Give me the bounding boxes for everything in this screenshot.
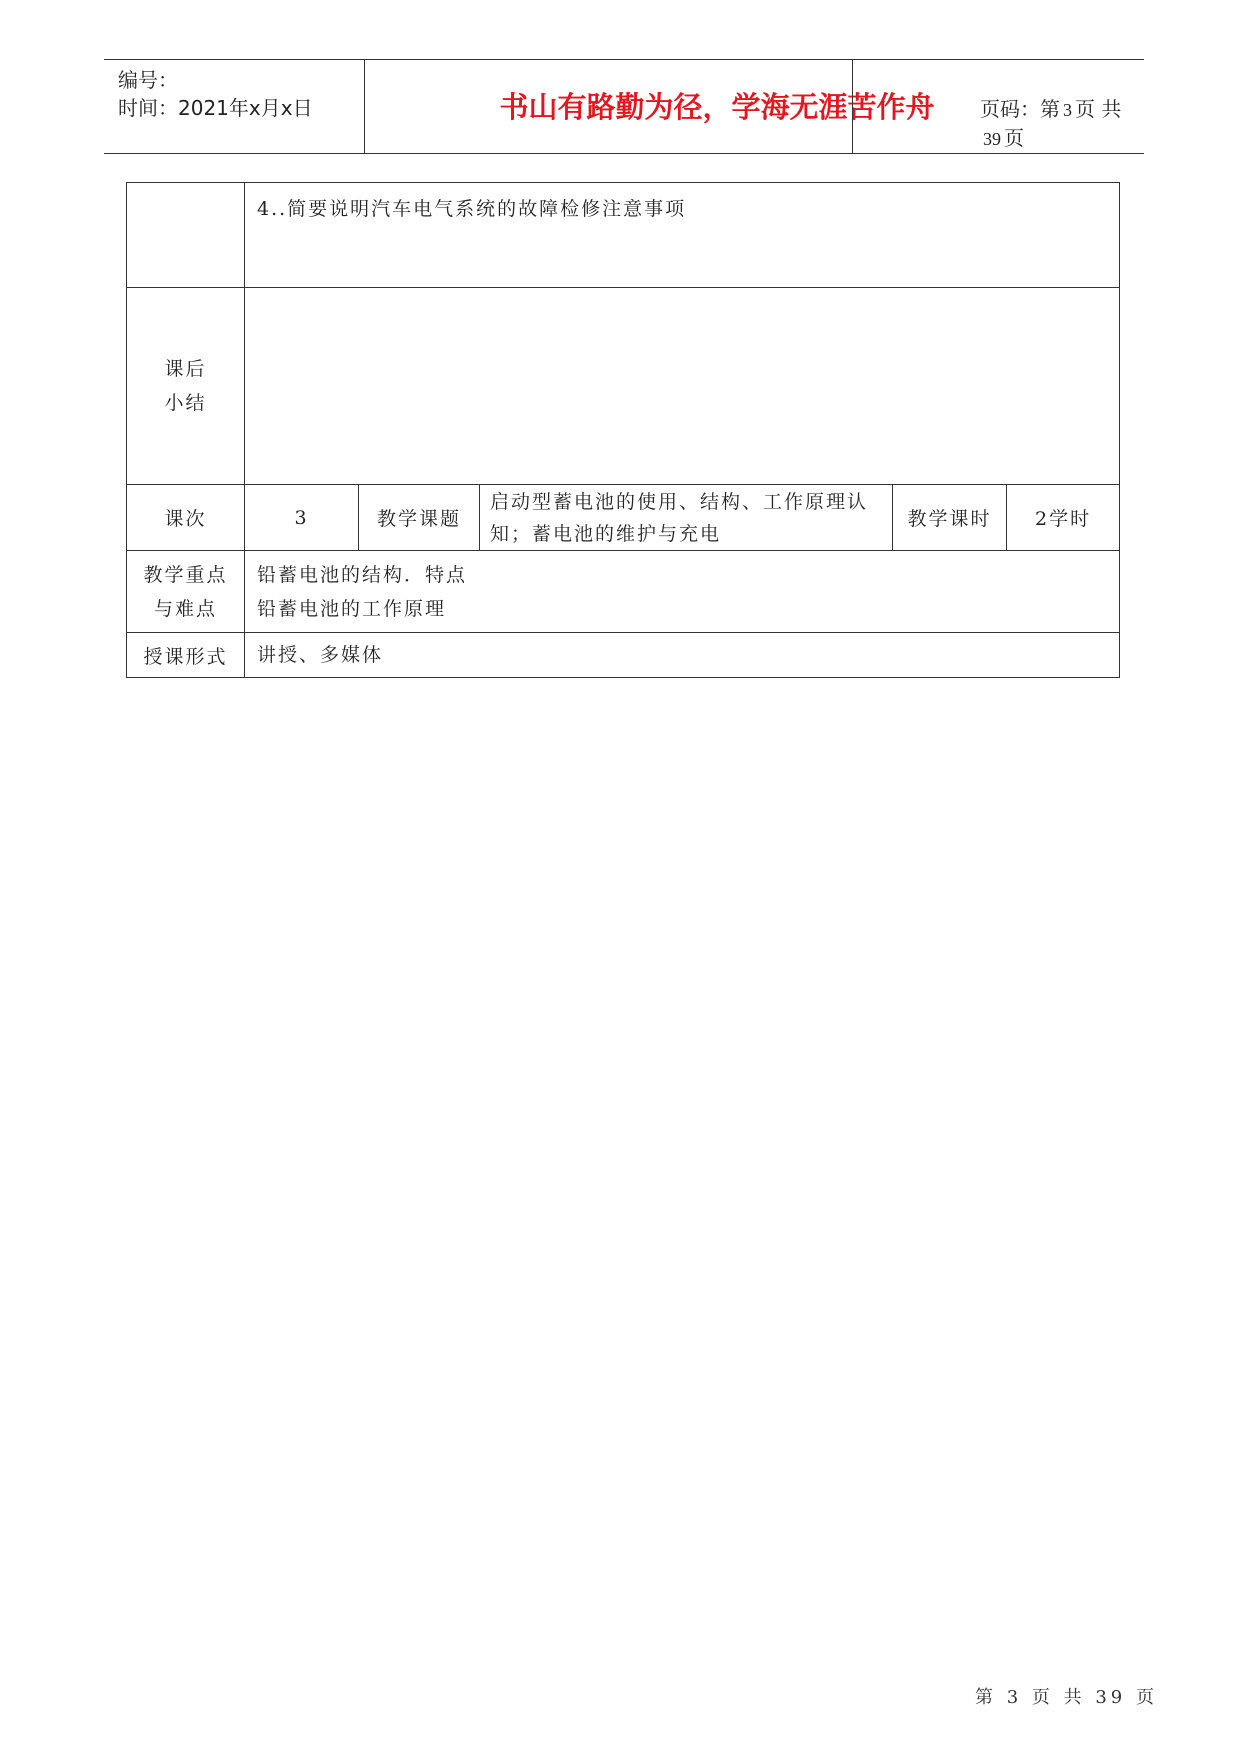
lesson-number-label: 课次 bbox=[127, 485, 245, 551]
page-suffix: 页 bbox=[1004, 126, 1024, 150]
header-divider bbox=[852, 60, 853, 153]
table-row bbox=[127, 288, 1120, 485]
lesson-number: 3 bbox=[245, 485, 359, 551]
empty-label-cell bbox=[127, 183, 245, 288]
hours-value: 2学时 bbox=[1007, 485, 1120, 551]
summary-content bbox=[245, 288, 1120, 485]
key-points-label: 教学重点 与难点 bbox=[127, 551, 245, 633]
hours-label: 教学课时 bbox=[893, 485, 1007, 551]
page-total: 39 bbox=[983, 129, 1001, 149]
document-date: 时间：2021年x月x日 bbox=[118, 96, 313, 120]
teaching-form-value: 讲授、多媒体 bbox=[245, 633, 1120, 678]
question-cell: 4..简要说明汽车电气系统的故障检修注意事项 bbox=[245, 183, 1120, 288]
document-number-label: 编号： bbox=[118, 68, 178, 92]
table-row bbox=[127, 633, 1120, 678]
page-middle: 页 共 bbox=[1075, 97, 1122, 121]
table-row bbox=[127, 551, 1120, 633]
teaching-form-label: 授课形式 bbox=[127, 633, 245, 678]
footer-page-number: 第 3 页 共 39 页 bbox=[975, 1687, 1158, 1708]
table-row bbox=[127, 485, 1120, 551]
topic-value: 启动型蓄电池的使用、结构、工作原理认 知；蓄电池的维护与充电 bbox=[480, 485, 893, 551]
key-points-value: 铅蓄电池的结构．特点 铅蓄电池的工作原理 bbox=[245, 551, 1120, 633]
lesson-plan-table bbox=[126, 182, 1120, 678]
topic-label: 教学课题 bbox=[359, 485, 480, 551]
page-header bbox=[104, 59, 1144, 154]
header-divider bbox=[364, 60, 365, 153]
page-current: 3 bbox=[1063, 100, 1072, 120]
header-motto: 书山有路勤为径，学海无涯苦作舟 bbox=[499, 90, 935, 124]
header-page-indicator bbox=[980, 93, 1144, 151]
page-prefix: 页码：第 bbox=[980, 97, 1060, 121]
table-row bbox=[127, 183, 1120, 288]
summary-label: 课后 小结 bbox=[127, 288, 245, 485]
